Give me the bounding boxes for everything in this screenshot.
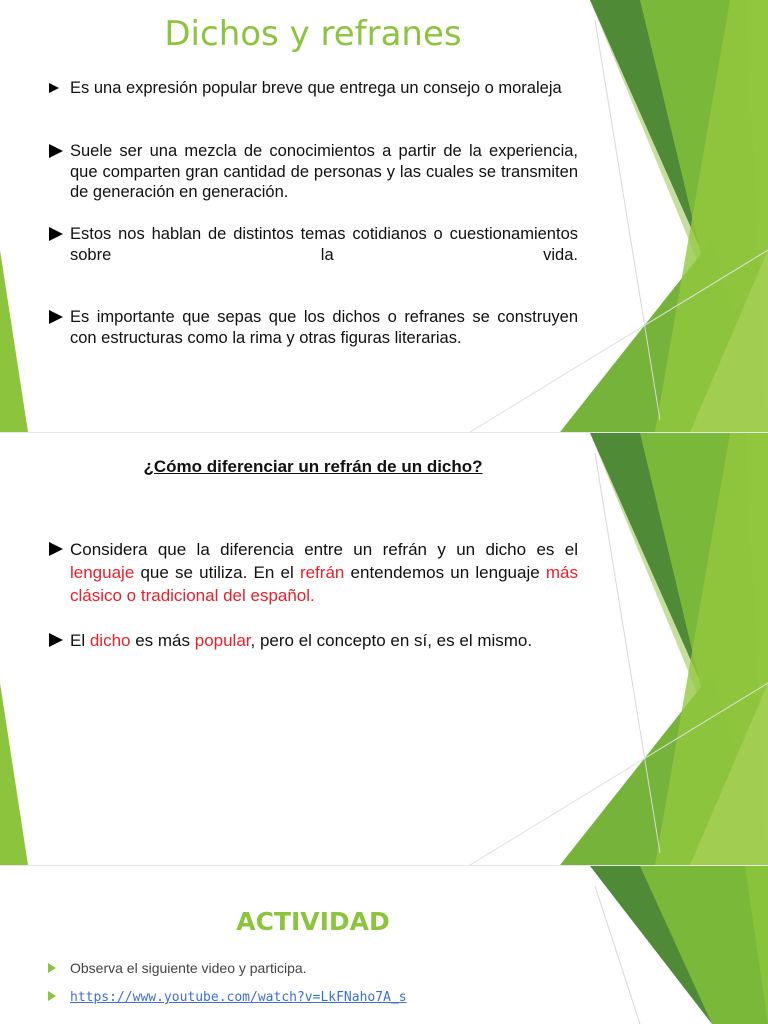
bullet-item: Es una expresión popular breve que entrega un consejo o moraleja — [48, 78, 578, 99]
bullet-item: Observa el siguiente video y participa. — [48, 959, 578, 977]
highlight-text: más clásico o tradicional del español. — [70, 563, 578, 605]
slide-title: ACTIVIDAD — [236, 907, 390, 936]
highlight-text: popular — [194, 631, 251, 650]
bullet-arrow-icon — [48, 141, 64, 165]
slide-2 — [0, 433, 768, 865]
slide-3 — [0, 866, 768, 1024]
bullet-item: Suele ser una mezcla de conocimientos a partir de la experiencia, que comparten gran cantidad de personas y las cuales se transmiten de generación en generación. — [48, 141, 578, 203]
small-bullet-arrow-icon — [48, 963, 56, 973]
slide-1-decoration — [0, 0, 768, 432]
highlight-text: lenguaje — [70, 563, 135, 582]
bullet-item — [48, 987, 578, 1007]
bullet-arrow-icon — [48, 538, 64, 563]
highlight-text: refrán — [299, 563, 345, 582]
slide-subtitle: ¿Cómo diferenciar un refrán de un dicho? — [143, 457, 483, 476]
bullet-item: Es importante que sepas que los dichos o refranes se construyen con estructuras como la rima y otras figuras literarias. — [48, 307, 578, 348]
bullet-item: Considera que la diferencia entre un refrán y un dicho es el lenguaje que se utiliza. En el refrán entendemos un lenguaje más clásico o tradicional del español. — [48, 538, 578, 607]
bullet-arrow-icon — [48, 307, 64, 331]
bullet-item: El dicho es más popular, pero el concepto en sí, es el mismo. — [48, 629, 578, 652]
slide-title: Dichos y refranes — [164, 14, 462, 54]
highlight-text: dicho — [89, 631, 131, 650]
small-bullet-arrow-icon — [48, 991, 56, 1001]
video-link[interactable]: https://www.youtube.com/watch?v=LkFNaho7A_s — [70, 990, 407, 1005]
bullet-arrow-icon — [48, 224, 64, 248]
slide-1 — [0, 0, 768, 432]
bullet-arrow-icon — [48, 629, 64, 654]
bullet-item: Estos nos hablan de distintos temas cotidianos o cuestionamientos sobre la vida. — [48, 224, 578, 265]
bullet-arrow-icon — [48, 78, 62, 102]
